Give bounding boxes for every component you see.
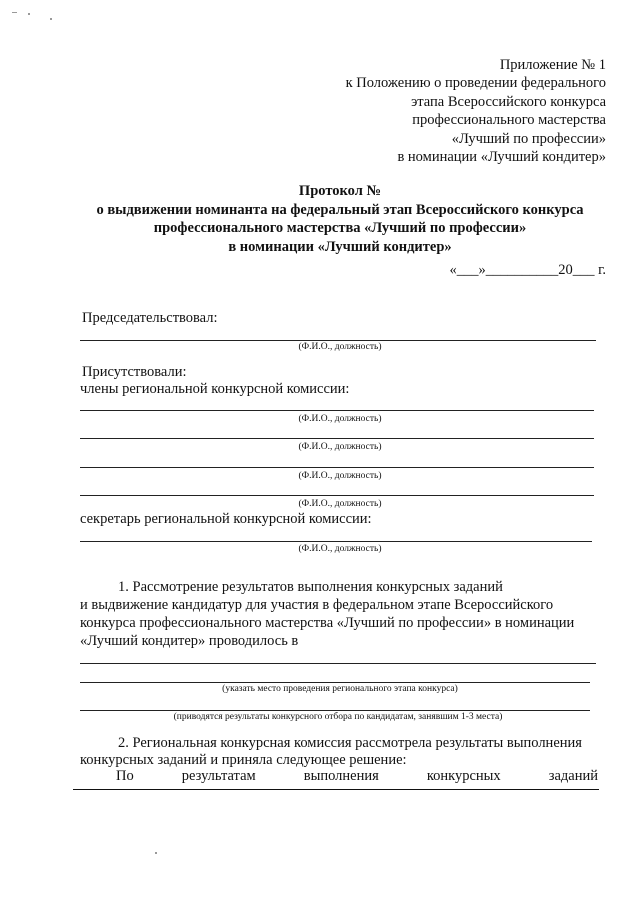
secretary-fill-line: [80, 541, 592, 542]
appendix-line: «Лучший по профессии»: [451, 130, 606, 147]
page-bottom-rule: [73, 789, 599, 790]
members-label: члены региональной конкурсной комиссии:: [80, 381, 350, 397]
scan-speck: [155, 852, 157, 854]
present-label: Присутствовали:: [82, 364, 187, 380]
results-fill-line: [80, 710, 590, 711]
secretary-hint: (Ф.И.О., должность): [298, 544, 382, 554]
scan-speck: [12, 12, 17, 13]
scan-speck: [50, 18, 52, 20]
scan-speck: [28, 13, 30, 15]
member-fill-line: [80, 438, 594, 439]
protocol-date: «___»__________20___ г.: [449, 262, 606, 278]
member-fill-line: [80, 467, 594, 468]
appendix-line: к Положению о проведении федерального: [345, 75, 606, 92]
chaired-hint: (Ф.И.О., должность): [298, 342, 382, 352]
member-hint: (Ф.И.О., должность): [298, 471, 382, 481]
member-hint: (Ф.И.О., должность): [298, 442, 382, 452]
appendix-line: этапа Всероссийского конкурса: [411, 93, 606, 110]
title-line: Протокол №: [298, 183, 382, 199]
appendix-line: в номинации «Лучший кондитер»: [397, 149, 606, 166]
member-fill-line: [80, 495, 594, 496]
section2-line-justified: [116, 768, 598, 785]
member-fill-line: [80, 410, 594, 411]
place-fill-line: [80, 663, 596, 664]
section1-line: 1. Рассмотрение результатов выполнения конкурсных заданий: [118, 579, 503, 595]
section1-line: конкурса профессионального мастерства «Лучший по профессии» в номинации: [80, 615, 575, 631]
title-line: о выдвижении номинанта на федеральный этап Всероссийского конкурса: [96, 201, 584, 218]
section1-line: «Лучший кондитер» проводилось в: [80, 633, 299, 649]
section2-line: конкурсных заданий и приняла следующее решение:: [80, 752, 407, 768]
place-fill-line: [80, 682, 590, 683]
title-line: профессионального мастерства «Лучший по профессии»: [153, 220, 527, 236]
section2-word: конкурсных: [426, 768, 501, 784]
section2-line: 2. Региональная конкурсная комиссия рассмотрела результаты выполнения: [118, 735, 582, 751]
member-hint: (Ф.И.О., должность): [298, 499, 382, 509]
section1-line: и выдвижение кандидатур для участия в федеральном этапе Всероссийского: [80, 597, 554, 613]
member-hint: (Ф.И.О., должность): [298, 414, 382, 424]
results-hint: (приводятся результаты конкурсного отбора по кандидатам, занявшим 1-3 места): [173, 712, 503, 722]
chaired-label: Председательствовал:: [82, 310, 218, 326]
protocol-title: [70, 182, 610, 256]
title-line: в номинации «Лучший кондитер»: [228, 238, 452, 255]
section2-word: заданий: [548, 768, 598, 784]
appendix-line: Приложение № 1: [499, 57, 606, 73]
secretary-label: секретарь региональной конкурсной комиссии:: [80, 511, 372, 527]
appendix-line: профессионального мастерства: [412, 112, 606, 129]
section2-word: результатам: [181, 768, 256, 784]
chaired-fill-line: [80, 340, 596, 341]
appendix-header: [346, 56, 606, 166]
place-hint: (указать место проведения регионального этапа конкурса): [222, 684, 458, 694]
section2-word: выполнения: [303, 768, 379, 784]
section2-word: По: [116, 768, 134, 784]
